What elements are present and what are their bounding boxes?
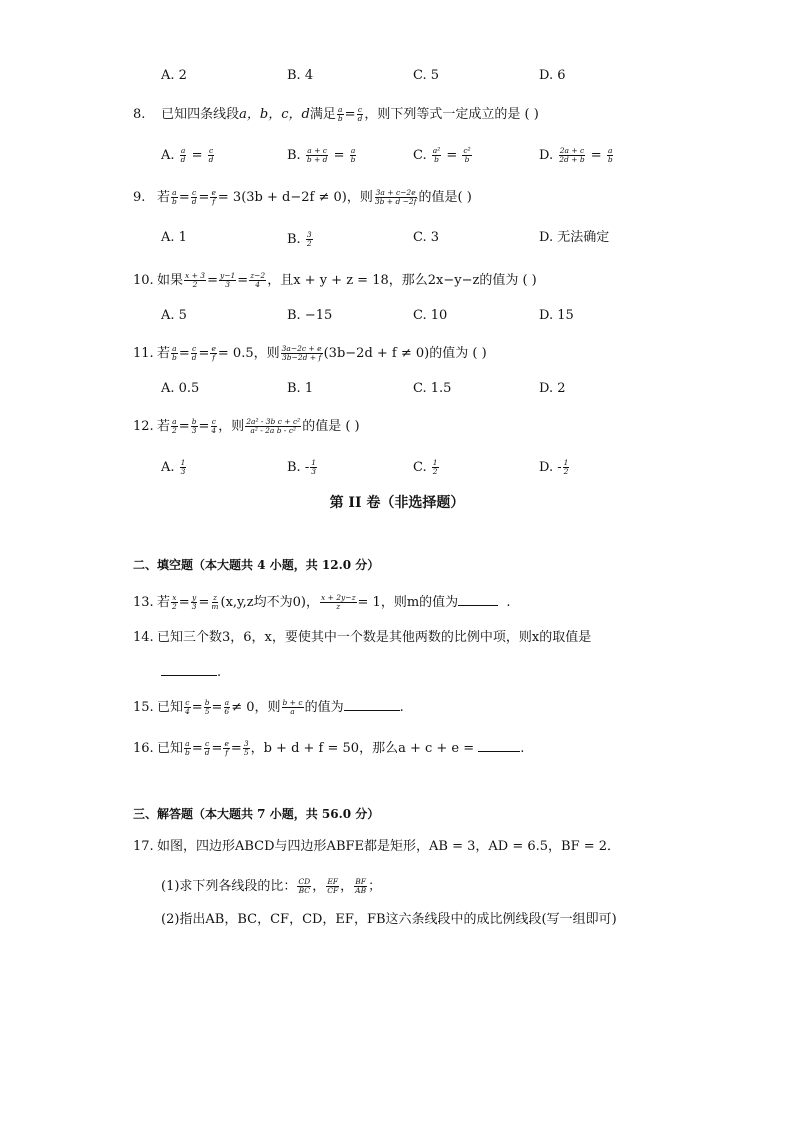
q7-option-c: C. 5 — [413, 68, 440, 83]
q10-option-c: C. 10 — [413, 308, 448, 323]
q12-option-d: D. - $\frac{1}{2}$ — [539, 458, 569, 476]
q9-option-b: B. $\frac{3}{2}$ — [287, 230, 312, 248]
question-14: 14. 已知三个数3，6，x，要使其中一个数是其他两数的比例中项，则x的取值是 — [133, 630, 592, 645]
q10-option-a: A. 5 — [161, 308, 187, 323]
q9-option-a: A. 1 — [161, 230, 187, 245]
answer-blank[interactable] — [344, 699, 400, 711]
question-13: 13. 若 $\frac{x}{2}$ = $\frac{y}{3}$ = $\frac{z}{m}$ (x,y,z均不为0)， $\frac{x + 2y-z}{z}$ = 1，则m的值为 . — [133, 593, 511, 611]
q7-option-b: B. 4 — [287, 68, 314, 83]
q11-option-c: C. 1.5 — [413, 381, 452, 396]
q8-option-c: C. $\frac{\text{a²}}{b}$ = $\frac{\text{c²}}{b}$ — [413, 146, 471, 164]
q7-option-d: D. 6 — [539, 68, 566, 83]
q12-option-b: B. - $\frac{1}{3}$ — [287, 458, 317, 476]
section-2-heading: 二、填空题（本大题共 4 小题，共 12.0 分） — [133, 558, 380, 572]
answer-blank[interactable] — [161, 664, 217, 676]
fraction: $\frac{c}{d}$ — [357, 105, 363, 123]
q10-option-d: D. 15 — [539, 308, 574, 323]
question-17-part-1: (1)求下列各线段的比： $\frac{CD}{BC}$ ， $\frac{EF}{CF}$ ， $\frac{BF}{AB}$ ； — [161, 877, 382, 895]
question-9: 9. 若 $\frac{a}{b}$ = $\frac{c}{d}$ = $\frac{e}{f}$ = 3(3b + d−2f ≠ 0)，则 $\frac{3a + c-2e}{3b + d -2f}$ 的值是( ) — [133, 188, 472, 206]
answer-blank[interactable] — [478, 740, 520, 752]
q12-option-a: A. $\frac{1}{3}$ — [161, 458, 186, 476]
question-17-part-2: (2)指出AB，BC，CF，CD，EF，FB这六条线段中的成比例线段(写一组即可) — [161, 912, 617, 927]
question-15: 15. 已知 $\frac{c}{4}$ = $\frac{b}{5}$ = $\frac{a}{6}$ ≠ 0，则 $\frac{b + c}{a}$ 的值为 . — [133, 698, 404, 716]
q11-option-d: D. 2 — [539, 381, 566, 396]
question-14-answer-line: . — [161, 664, 221, 679]
question-11: 11. 若 $\frac{a}{b}$ = $\frac{c}{d}$ = $\frac{e}{f}$ = 0.5，则 $\frac{3a-2c + e}{3b-2d + f}$ (3b−2d + f ≠ 0)的值为 ( ) — [133, 344, 487, 362]
part-2-heading: 第 II 卷（非选择题） — [329, 495, 465, 511]
question-8: 8. 已知四条线段a，b，c，d满足 $\frac{a}{b}$ = $\frac{c}{d}$ ，则下列等式一定成立的是 ( ) — [133, 105, 539, 123]
q10-option-b: B. −15 — [287, 308, 333, 323]
answer-blank[interactable] — [458, 594, 498, 606]
question-16: 16. 已知 $\frac{a}{b}$ = $\frac{c}{d}$ = $\frac{e}{f}$ = $\frac{3}{5}$ ，b + d + f = 50，那么a + c + e = . — [133, 739, 525, 757]
q8-option-b: B. $\frac{a + c}{b + d}$ = $\frac{a}{b}$ — [287, 146, 356, 164]
q11-option-b: B. 1 — [287, 381, 314, 396]
question-10: 10. 如果 $\frac{x + 3}{2}$ = $\frac{y-1}{3}$ = $\frac{z-2}{4}$ ，且x + y + z = 18，那么2x−y−z的值为 ( ) — [133, 271, 537, 289]
q8-option-a: A. $\frac{a}{d}$ = $\frac{c}{d}$ — [161, 146, 214, 164]
question-number: 8. — [133, 106, 146, 122]
fraction: $\frac{a}{b}$ — [337, 105, 343, 123]
q11-option-a: A. 0.5 — [161, 381, 200, 396]
q8-option-d: D. $\frac{2a + c}{2d + b}$ = $\frac{a}{b}$ — [539, 146, 613, 164]
question-12: 12. 若 $\frac{a}{2}$ = $\frac{b}{3}$ = $\frac{c}{4}$ ，则 $\frac{\text{2a² - 3b c + c²}}{\text{a² - 2a b - c²}}$ 的值是 ( ) — [133, 417, 360, 435]
section-3-heading: 三、解答题（本大题共 7 小题，共 56.0 分） — [133, 807, 380, 821]
question-17: 17. 如图，四边形ABCD与四边形ABFE都是矩形，AB = 3，AD = 6.5，BF = 2． — [133, 839, 621, 854]
q9-option-d: D. 无法确定 — [539, 230, 610, 245]
q9-option-c: C. 3 — [413, 230, 440, 245]
q12-option-c: C. $\frac{1}{2}$ — [413, 458, 438, 476]
q7-option-a: A. 2 — [161, 68, 187, 83]
